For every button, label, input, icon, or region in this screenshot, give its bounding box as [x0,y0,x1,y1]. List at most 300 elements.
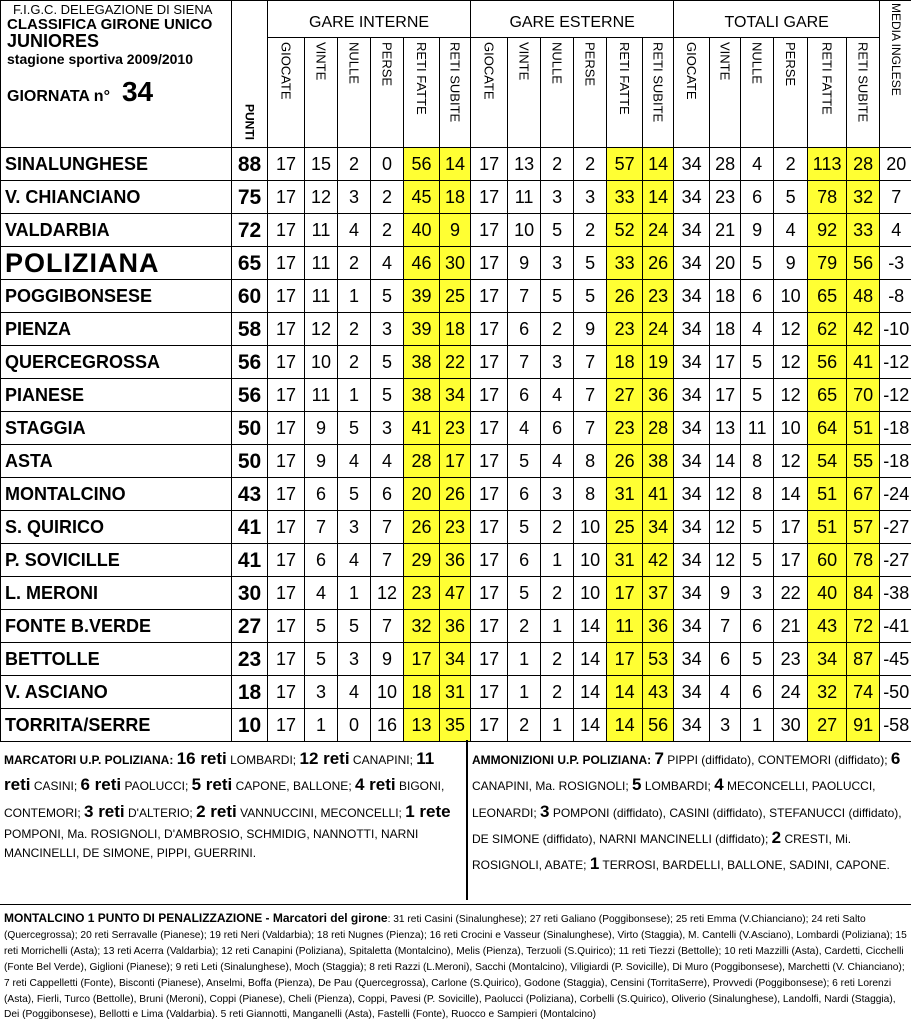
away-stat-cell: 2 [541,511,574,544]
home-stat-cell: 3 [371,313,404,346]
tot-stat-cell: 12 [710,544,741,577]
home-stat-cell: 18 [440,313,471,346]
away-stat-cell: 18 [607,346,643,379]
home-stat-cell: 16 [371,709,404,742]
away-stat-cell: 6 [508,379,541,412]
home-stat-cell: 25 [440,280,471,313]
tot-stat-cell: 78 [808,181,847,214]
tot-stat-cell: 42 [847,313,880,346]
away-stat-cell: 5 [508,445,541,478]
home-stat-cell: 35 [440,709,471,742]
totali-gare-header: TOTALI GARE [674,1,880,38]
away-stat-cell: 17 [471,148,508,181]
tot-col-header-4: RETI FATTE [808,38,847,148]
warnings-names: TERROSI, BARDELLI, BALLONE, SADINI, CAPONE. [602,858,890,873]
media-inglese-cell: -18 [880,445,911,478]
team-points: 43 [232,478,268,511]
team-points: 58 [232,313,268,346]
home-stat-cell: 47 [440,577,471,610]
tot-stat-cell: 4 [774,214,808,247]
home-stat-cell: 2 [371,181,404,214]
team-points: 23 [232,643,268,676]
away-stat-cell: 24 [643,214,674,247]
home-col-header-4: RETI FATTE [404,38,440,148]
away-stat-cell: 41 [643,478,674,511]
home-stat-cell: 6 [371,478,404,511]
away-stat-cell: 5 [508,577,541,610]
media-inglese-cell: 20 [880,148,911,181]
tot-stat-cell: 10 [774,412,808,445]
away-stat-cell: 5 [574,280,607,313]
home-stat-cell: 6 [305,478,338,511]
penalty-note: MONTALCINO 1 PUNTO DI PENALIZZAZIONE - Marcatori del girone [4,911,388,925]
home-stat-cell: 3 [305,676,338,709]
away-stat-cell: 6 [508,313,541,346]
giornata-label: GIORNATA n° [7,88,110,105]
away-stat-cell: 4 [541,445,574,478]
home-stat-cell: 11 [305,214,338,247]
away-stat-cell: 17 [607,643,643,676]
home-stat-cell: 17 [268,412,305,445]
home-stat-cell: 9 [305,445,338,478]
home-stat-cell: 20 [404,478,440,511]
home-stat-cell: 11 [305,379,338,412]
tot-stat-cell: 113 [808,148,847,181]
away-stat-cell: 17 [607,577,643,610]
home-col-header-2: NULLE [338,38,371,148]
team-points: 65 [232,247,268,280]
away-stat-cell: 11 [508,181,541,214]
tot-stat-cell: 14 [774,478,808,511]
away-stat-cell: 2 [508,709,541,742]
tot-stat-cell: 57 [847,511,880,544]
tot-stat-cell: 56 [847,247,880,280]
home-stat-cell: 36 [440,610,471,643]
away-stat-cell: 14 [643,148,674,181]
tot-stat-cell: 34 [674,148,710,181]
away-stat-cell: 1 [508,643,541,676]
tot-stat-cell: 8 [741,478,774,511]
away-stat-cell: 17 [471,643,508,676]
away-stat-cell: 14 [574,676,607,709]
away-stat-cell: 17 [471,412,508,445]
away-stat-cell: 25 [607,511,643,544]
tot-stat-cell: 65 [808,379,847,412]
scorers-count: 5 reti [191,775,233,795]
home-stat-cell: 17 [440,445,471,478]
team-row [1,544,911,577]
team-name: PIENZA [1,313,232,346]
home-stat-cell: 39 [404,280,440,313]
home-stat-cell: 17 [268,511,305,544]
tot-stat-cell: 12 [710,478,741,511]
media-inglese-cell: -41 [880,610,911,643]
home-stat-cell: 13 [404,709,440,742]
tot-stat-cell: 17 [774,511,808,544]
away-stat-cell: 17 [471,379,508,412]
home-stat-cell: 4 [338,676,371,709]
away-stat-cell: 26 [643,247,674,280]
league-scorers-text: : 31 reti Casini (Sinalunghese); 27 reti Galiano (Poggibonsese); 25 reti Emma (V.Chianciano); 24 reti Salto (Quercegrossa); 20 reti Serravalle (Pianese); 19 reti Neri (Valdarbia); 18 reti Nugnes (Pienza); 16 reti Crocini e Vasseur (Sinalunghese), Virto (Staggia), M. Cantelli (V.Asciano), Lombardi (Poliziana); 15 reti Morrichelli (Asta); 13 reti Acerra (Valdarbia); 12 reti Canapini (Poliziana), Spitaletta (Montalcino), Melis (Pienza), Terzuoli (S.Quirico); 11 reti Tiezzi (Bettolle); 10 reti Mazzilli (Asta), Cardetti, Cicchelli (Fonte Bel Verde), Giglioni (Pianese); 9 reti Leti (Sinalunghese), Moch (Staggia); 8 reti Razzi (L.Meroni), Sacchi (Montalcino), Viligiardi (P. Sovicille), Di Muro (Poggibonsese), Marchetti (V. Chianciano); 7 reti Cappelletti (Fonte), Bisconti (Pianese), Anselmi, Boffa (Pienza), De Pau (Quercegrossa), Carlone (S.Quirico), Godone (Staggia), Censini (TorritaSerre), Provvedi (Poggibonsese); 6 reti Lorenzi (Asta), Fierli, Turco (Bettolle), Bruni (Meroni), Coppi (Pianese), Cheli (Pienza), Coppi, Pavesi (P. Sovicille), Paolucci (Poliziana), Corbelli (S.Quirico), Oliverio (Sinalunghese), Landolfi, Nardi (Staggia), Dei (Poggibonsese), Bellotti e Lima (Valdarbia). 5 reti Giannotti, Manganelli (Asta), Fastelli (Fonte), Ruocco e Sampieri (Montalcino) [4,914,907,1021]
team-name: P. SOVICILLE [1,544,232,577]
away-stat-cell: 26 [607,280,643,313]
home-stat-cell: 17 [268,280,305,313]
tot-stat-cell: 78 [847,544,880,577]
away-stat-cell: 2 [574,214,607,247]
away-col-header-5: RETI SUBITE [643,38,674,148]
team-name: POGGIBONSESE [1,280,232,313]
home-stat-cell: 41 [404,412,440,445]
away-stat-cell: 14 [574,643,607,676]
scorers-names: LOMBARDI; [230,753,297,767]
away-stat-cell: 36 [643,379,674,412]
tot-stat-cell: 34 [674,544,710,577]
team-points: 72 [232,214,268,247]
tot-stat-cell: 34 [674,445,710,478]
media-inglese-header: MEDIA INGLESE [880,1,911,148]
tot-stat-cell: 7 [710,610,741,643]
media-inglese-cell: -38 [880,577,911,610]
tot-stat-cell: 5 [741,247,774,280]
tot-stat-cell: 40 [808,577,847,610]
home-stat-cell: 5 [338,610,371,643]
away-stat-cell: 14 [607,676,643,709]
away-stat-cell: 17 [471,313,508,346]
tot-stat-cell: 14 [710,445,741,478]
home-stat-cell: 12 [305,313,338,346]
tot-stat-cell: 79 [808,247,847,280]
tot-stat-cell: 18 [710,280,741,313]
tot-stat-cell: 51 [808,511,847,544]
away-stat-cell: 23 [607,412,643,445]
scorers-names: POMPONI, Ma. ROSIGNOLI, D'AMBROSIO, SCHMIDIG, NANNOTTI, NARNI MANCINELLI, DE SIMONE, PIPPI, GUERRINI. [4,827,419,860]
tot-stat-cell: 12 [710,511,741,544]
warnings-count: 2 [771,828,782,848]
tot-stat-cell: 9 [741,214,774,247]
team-row [1,181,911,214]
tot-stat-cell: 41 [847,346,880,379]
tot-stat-cell: 34 [674,280,710,313]
away-stat-cell: 5 [541,280,574,313]
tot-stat-cell: 34 [674,676,710,709]
away-stat-cell: 36 [643,610,674,643]
team-row [1,313,911,346]
home-stat-cell: 17 [268,478,305,511]
team-points: 27 [232,610,268,643]
home-stat-cell: 4 [371,445,404,478]
away-stat-cell: 2 [541,313,574,346]
home-stat-cell: 17 [268,214,305,247]
away-stat-cell: 9 [574,313,607,346]
warnings-names: LOMBARDI; [644,779,711,794]
giornata-number: 34 [121,76,154,107]
home-stat-cell: 2 [371,214,404,247]
tot-stat-cell: 62 [808,313,847,346]
home-stat-cell: 3 [338,181,371,214]
tot-stat-cell: 5 [741,643,774,676]
home-stat-cell: 2 [338,313,371,346]
tot-stat-cell: 70 [847,379,880,412]
home-stat-cell: 56 [404,148,440,181]
warnings-names: MECONCELLI, PAOLUCCI, LEONARDI; [472,779,876,820]
scorers-names: PAOLUCCI; [124,779,189,794]
away-stat-cell: 37 [643,577,674,610]
warnings-title: AMMONIZIONI U.P. POLIZIANA: [472,753,652,767]
away-stat-cell: 1 [541,610,574,643]
scorers-count: 3 reti [84,801,125,821]
tot-stat-cell: 30 [774,709,808,742]
home-stat-cell: 23 [404,577,440,610]
tot-stat-cell: 43 [808,610,847,643]
tot-stat-cell: 34 [674,379,710,412]
tot-stat-cell: 54 [808,445,847,478]
home-stat-cell: 4 [338,544,371,577]
home-stat-cell: 7 [305,511,338,544]
away-stat-cell: 17 [471,544,508,577]
home-col-header-3: PERSE [371,38,404,148]
away-stat-cell: 5 [508,511,541,544]
tot-stat-cell: 23 [774,643,808,676]
away-stat-cell: 6 [508,478,541,511]
home-stat-cell: 5 [305,643,338,676]
tot-stat-cell: 12 [774,445,808,478]
home-stat-cell: 28 [404,445,440,478]
footer-notes [0,905,911,1035]
media-inglese-cell: -12 [880,346,911,379]
tot-stat-cell: 4 [710,676,741,709]
away-stat-cell: 17 [471,709,508,742]
home-stat-cell: 38 [404,346,440,379]
away-stat-cell: 34 [643,511,674,544]
warnings-count: 1 [589,854,600,874]
away-stat-cell: 33 [607,247,643,280]
away-stat-cell: 42 [643,544,674,577]
home-stat-cell: 2 [338,148,371,181]
away-stat-cell: 17 [471,280,508,313]
team-points: 18 [232,676,268,709]
away-stat-cell: 28 [643,412,674,445]
team-name: S. QUIRICO [1,511,232,544]
team-points: 50 [232,412,268,445]
home-stat-cell: 10 [371,676,404,709]
home-stat-cell: 5 [338,478,371,511]
scorers-count: 16 reti [176,749,227,768]
home-stat-cell: 17 [268,544,305,577]
tot-stat-cell: 6 [741,280,774,313]
away-col-header-1: VINTE [508,38,541,148]
tot-stat-cell: 34 [674,412,710,445]
home-stat-cell: 38 [404,379,440,412]
tot-stat-cell: 34 [674,511,710,544]
home-stat-cell: 17 [268,379,305,412]
home-stat-cell: 1 [338,280,371,313]
tot-stat-cell: 65 [808,280,847,313]
away-stat-cell: 7 [508,346,541,379]
away-stat-cell: 31 [607,478,643,511]
away-stat-cell: 13 [508,148,541,181]
team-row [1,412,911,445]
away-stat-cell: 5 [574,247,607,280]
home-stat-cell: 12 [371,577,404,610]
tot-stat-cell: 34 [674,313,710,346]
away-stat-cell: 17 [471,214,508,247]
away-stat-cell: 23 [643,280,674,313]
team-points: 41 [232,544,268,577]
home-stat-cell: 26 [440,478,471,511]
away-stat-cell: 10 [508,214,541,247]
tot-stat-cell: 28 [847,148,880,181]
home-stat-cell: 2 [338,346,371,379]
team-name: MONTALCINO [1,478,232,511]
home-stat-cell: 26 [404,511,440,544]
team-name: BETTOLLE [1,643,232,676]
team-row [1,214,911,247]
home-col-header-0: GIOCATE [268,38,305,148]
away-stat-cell: 8 [574,478,607,511]
away-stat-cell: 17 [471,676,508,709]
tot-stat-cell: 34 [674,709,710,742]
tot-col-header-5: RETI SUBITE [847,38,880,148]
away-stat-cell: 2 [541,148,574,181]
home-stat-cell: 1 [338,379,371,412]
away-stat-cell: 1 [541,709,574,742]
home-stat-cell: 2 [338,247,371,280]
home-stat-cell: 4 [305,577,338,610]
home-stat-cell: 5 [305,610,338,643]
home-stat-cell: 17 [268,577,305,610]
team-row [1,247,911,280]
team-row [1,577,911,610]
away-stat-cell: 19 [643,346,674,379]
tot-stat-cell: 51 [808,478,847,511]
away-stat-cell: 57 [607,148,643,181]
home-stat-cell: 0 [371,148,404,181]
media-inglese-cell: -18 [880,412,911,445]
team-row [1,148,911,181]
tot-stat-cell: 1 [741,709,774,742]
home-stat-cell: 15 [305,148,338,181]
home-stat-cell: 5 [371,346,404,379]
home-stat-cell: 17 [268,247,305,280]
category-title: JUNIORES [7,31,100,51]
home-stat-cell: 17 [268,643,305,676]
away-stat-cell: 14 [574,610,607,643]
tot-stat-cell: 34 [674,610,710,643]
away-stat-cell: 1 [541,544,574,577]
home-stat-cell: 7 [371,544,404,577]
home-stat-cell: 31 [440,676,471,709]
home-stat-cell: 6 [305,544,338,577]
away-stat-cell: 2 [574,148,607,181]
away-stat-cell: 14 [607,709,643,742]
tot-stat-cell: 12 [774,313,808,346]
away-stat-cell: 11 [607,610,643,643]
org-name: F.I.G.C. DELEGAZIONE DI SIENA [13,2,213,17]
team-points: 88 [232,148,268,181]
team-row [1,346,911,379]
home-stat-cell: 45 [404,181,440,214]
team-name: V. CHIANCIANO [1,181,232,214]
warnings-count: 7 [654,749,664,768]
away-stat-cell: 6 [541,412,574,445]
tot-stat-cell: 9 [774,247,808,280]
tot-stat-cell: 9 [710,577,741,610]
home-stat-cell: 17 [268,181,305,214]
tot-stat-cell: 60 [808,544,847,577]
tot-col-header-1: VINTE [710,38,741,148]
away-stat-cell: 14 [643,181,674,214]
scorers-title: MARCATORI U.P. POLIZIANA: [4,753,174,767]
media-inglese-cell: -27 [880,511,911,544]
away-stat-cell: 17 [471,511,508,544]
home-stat-cell: 36 [440,544,471,577]
away-stat-cell: 17 [471,577,508,610]
season-label: stagione sportiva 2009/2010 [7,51,193,67]
team-points: 56 [232,346,268,379]
tot-stat-cell: 4 [741,148,774,181]
home-stat-cell: 3 [371,412,404,445]
away-stat-cell: 56 [643,709,674,742]
warnings-count: 5 [632,775,642,795]
tot-stat-cell: 17 [710,379,741,412]
tot-stat-cell: 6 [741,610,774,643]
home-stat-cell: 1 [338,577,371,610]
away-stat-cell: 24 [643,313,674,346]
tot-stat-cell: 2 [774,148,808,181]
tot-stat-cell: 34 [674,181,710,214]
media-inglese-cell: -12 [880,379,911,412]
media-inglese-cell: -45 [880,643,911,676]
away-col-header-4: RETI FATTE [607,38,643,148]
tot-stat-cell: 4 [741,313,774,346]
tot-stat-cell: 34 [674,478,710,511]
title-block [1,1,232,148]
away-stat-cell: 17 [471,445,508,478]
tot-stat-cell: 55 [847,445,880,478]
team-name: QUERCEGROSSA [1,346,232,379]
home-stat-cell: 14 [440,148,471,181]
away-stat-cell: 5 [541,214,574,247]
tot-stat-cell: 5 [741,511,774,544]
tot-stat-cell: 3 [741,577,774,610]
media-inglese-cell: -8 [880,280,911,313]
away-stat-cell: 52 [607,214,643,247]
scorers-names: CAPONE, BALLONE; [235,779,352,794]
scorers-names: CASINI; [33,779,78,794]
home-stat-cell: 0 [338,709,371,742]
away-col-header-2: NULLE [541,38,574,148]
away-stat-cell: 14 [574,709,607,742]
home-stat-cell: 5 [371,379,404,412]
away-stat-cell: 3 [541,247,574,280]
warnings-names: CRESTI, Mi. ROSIGNOLI, ABATE; [472,832,852,873]
media-inglese-cell: 7 [880,181,911,214]
home-stat-cell: 18 [440,181,471,214]
home-stat-cell: 4 [338,445,371,478]
away-stat-cell: 3 [541,478,574,511]
team-row [1,511,911,544]
away-stat-cell: 3 [574,181,607,214]
team-points: 75 [232,181,268,214]
tot-stat-cell: 18 [710,313,741,346]
away-stat-cell: 27 [607,379,643,412]
home-stat-cell: 17 [268,676,305,709]
tot-col-header-3: PERSE [774,38,808,148]
away-stat-cell: 3 [541,346,574,379]
scorers-names: VANNUCCINI, MECONCELLI; [240,805,402,820]
scorers-count: 11 reti [4,749,435,795]
team-name: V. ASCIANO [1,676,232,709]
